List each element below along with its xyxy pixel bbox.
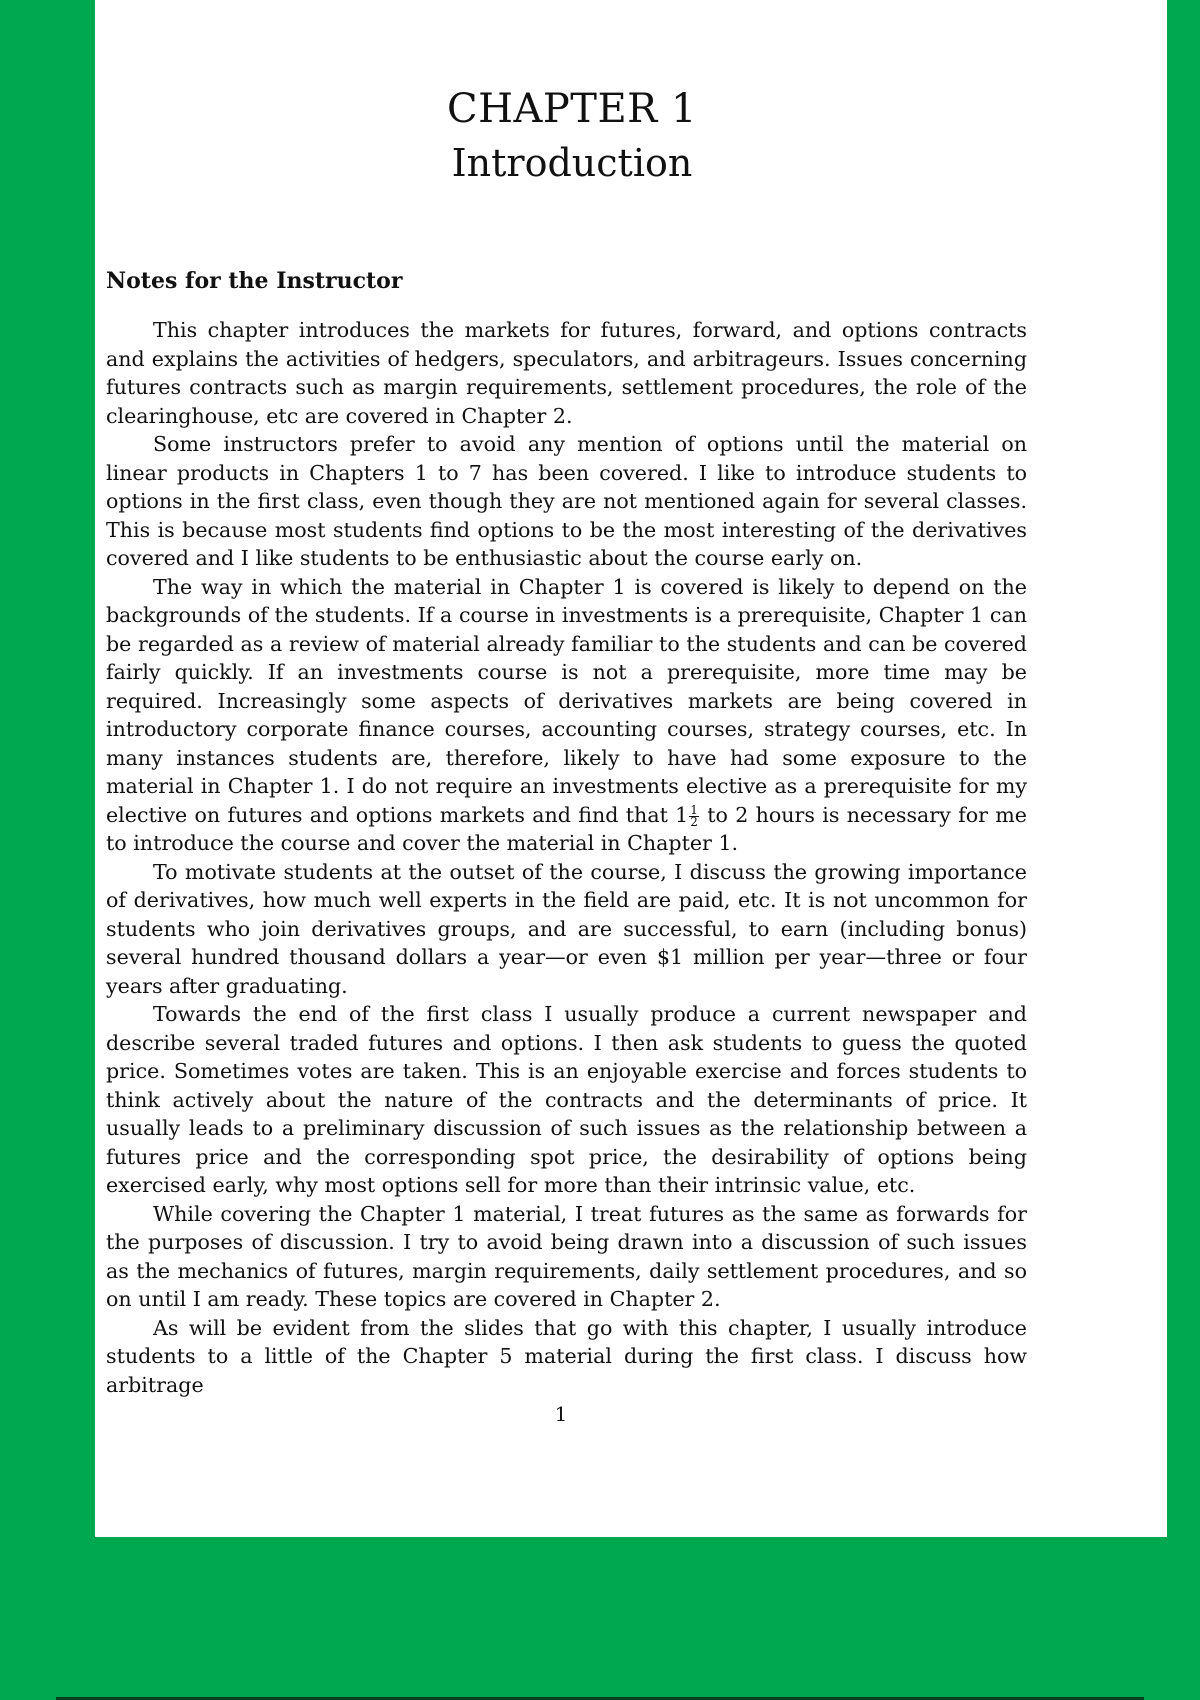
fraction-denominator: 2	[690, 814, 698, 829]
page-number: 1	[554, 1402, 568, 1426]
body-text	[106, 316, 1027, 1399]
paragraph: As will be evident from the slides that go with this chapter, I usually introduce students to a little of the Chapter 5 material during the first class. I discuss how arbitrage	[106, 1315, 1027, 1397]
paragraph: To motivate students at the outset of the course, I discuss the growing importance of derivatives, how much well experts in the field are paid, etc. It is not uncommon for students who join derivatives groups, and are successful, to earn (including bonus) several hundred thousand dollars a year—or even $1 million per year—three or four years after graduating.	[106, 859, 1027, 998]
paragraph	[106, 573, 1027, 858]
paragraph: While covering the Chapter 1 material, I treat futures as the same as forwards for the purposes of discussion. I try to avoid being drawn into a discussion of such issues as the mechanics of futures, margin requirements, daily settlement procedures, and so on until I am ready. These topics are covered in Chapter 2.	[106, 1201, 1027, 1311]
paragraph-text: to 2 hours is necessary for me to introduce the course and cover the material in Chapter 1.	[106, 802, 1027, 855]
document-page	[95, 0, 1167, 1537]
paragraph: This chapter introduces the markets for futures, forward, and options contracts and explains the activities of hedgers, speculators, and arbitrageurs. Issues concerning futures contracts such as margin requirements, settlement procedures, the role of the clearinghouse, etc are covered in Chapter 2.	[106, 318, 1027, 428]
fraction-numerator: 1	[690, 802, 698, 817]
fraction	[689, 802, 699, 829]
paragraph: Some instructors prefer to avoid any mention of options until the material on linear products in Chapters 1 to 7 has been covered. I like to introduce students to options in the first class, even though they are not mentioned again for several classes. This is because most students find options to be the most interesting of the derivatives covered and I like students to be enthusiastic about the course early on.	[106, 432, 1027, 570]
section-heading: Notes for the Instructor	[106, 268, 403, 294]
paragraph-text: The way in which the material in Chapter 1 is covered is likely to depend on the backgrounds of the students. If a course in investments is a prerequisite, Chapter 1 can be regarded as a review of material already familiar to the students and can be covered fairly quickly. If an investments course is not a prerequisite, more time may be required. Increasingly some aspects of derivatives markets are being covered in introductory corporate finance courses, accounting courses, strategy courses, etc. In many instances students are, therefore, likely to have had some exposure to the material in Chapter 1. I do not require an investments elective as a prerequisite for my elective on futures and options markets and find that 1	[106, 574, 1027, 827]
paragraph: Towards the end of the first class I usually produce a current newspaper and describe several traded futures and options. I then ask students to guess the quoted price. Sometimes votes are taken. This is an enjoyable exercise and forces students to think actively about the nature of the contracts and the determinants of price. It usually leads to a preliminary discussion of such issues as the relationship between a futures price and the corresponding spot price, the desirability of options being exercised early, why most options sell for more than their intrinsic value, etc.	[106, 1002, 1027, 1197]
chapter-title: Introduction	[451, 141, 693, 185]
chapter-label: CHAPTER 1	[447, 86, 697, 132]
chapter-heading	[106, 0, 1038, 190]
